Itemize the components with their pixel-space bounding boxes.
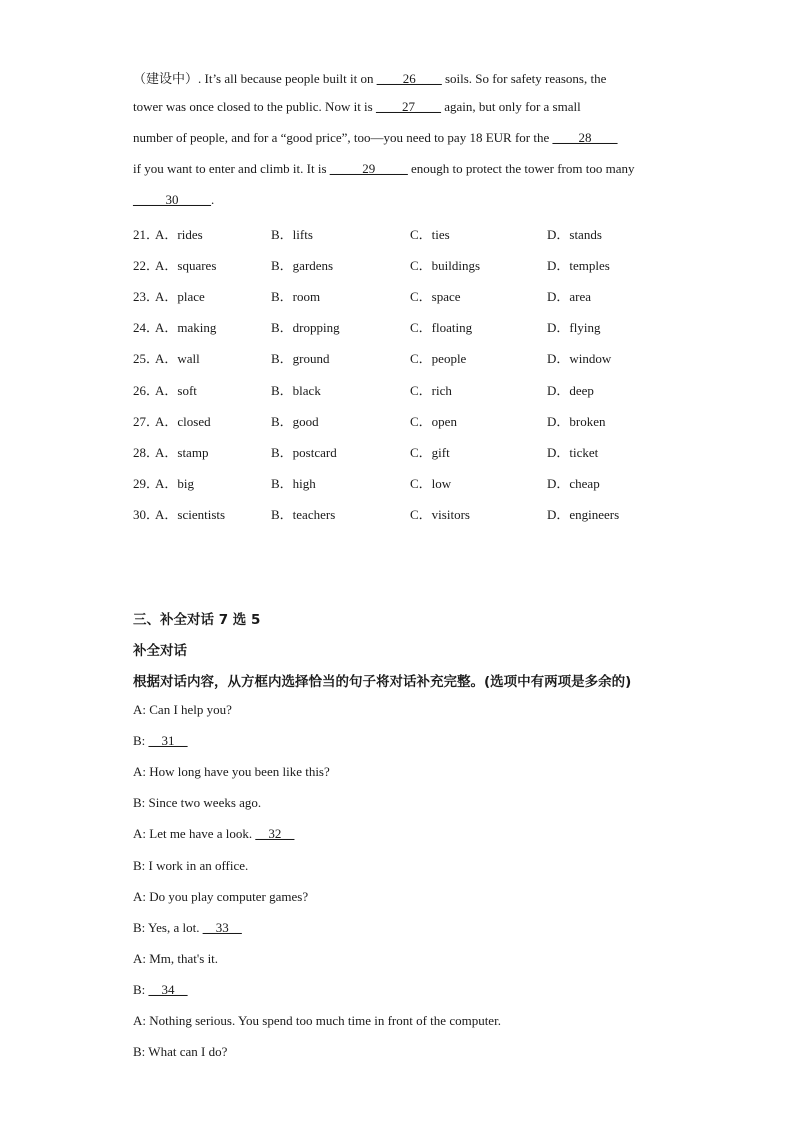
dialogue-line <box>133 764 330 780</box>
option-d: D．deep <box>547 382 594 398</box>
option-d: D．stands <box>547 227 602 242</box>
dialogue-text: B: <box>133 981 149 997</box>
option-d: D．cheap <box>547 475 600 491</box>
passage-text: number of people, and for a “good price”, too—you need to pay 18 EUR for the <box>133 130 553 145</box>
question-number: 26． <box>133 382 160 398</box>
option-b: B．teachers <box>271 506 336 522</box>
option-d: D．engineers <box>547 506 620 522</box>
question-number: 29． <box>133 475 160 491</box>
option-a: A．making <box>155 320 217 336</box>
option-b: B．ground <box>271 351 330 367</box>
option-b: B．gardens <box>271 258 334 274</box>
option-d: D．flying <box>547 320 601 336</box>
option-c: C．floating <box>410 320 473 336</box>
question-number: 28． <box>133 444 160 460</box>
dialogue-text: A: Can I help you? <box>133 702 232 717</box>
passage-line-4 <box>133 161 635 177</box>
option-row <box>133 317 693 335</box>
option-a: A．squares <box>155 258 217 274</box>
passage-text: enough to protect the tower from too many <box>407 161 635 176</box>
dialogue-line <box>133 889 308 905</box>
option-d: D．ticket <box>547 444 599 460</box>
option-b: B．dropping <box>271 320 340 336</box>
dialogue-line <box>133 1013 501 1029</box>
question-number: 25． <box>133 351 160 367</box>
question-number: 27． <box>133 413 160 429</box>
section-instruction: 根据对话内容，从方框内选择恰当的句子将对话补充完整。(选项中有两项是多余的) <box>133 674 632 690</box>
dialogue-text: B: I work in an office. <box>133 857 249 873</box>
passage-line-5 <box>133 192 214 208</box>
dialogue-line <box>133 733 188 749</box>
passage-text: （建设中）. It’s all because people built it on <box>133 71 377 86</box>
passage-text: tower was once closed to the public. Now it is <box>133 99 376 114</box>
blank-30: _____30_____ <box>133 192 211 207</box>
option-d: D．temples <box>547 258 610 274</box>
option-c: C．visitors <box>410 506 470 522</box>
question-number: 22． <box>133 258 160 274</box>
option-a: A．place <box>155 289 205 305</box>
question-number: 23． <box>133 289 160 305</box>
option-b: B．postcard <box>271 444 337 460</box>
option-c: C．rich <box>410 382 452 398</box>
option-b: B．room <box>271 289 321 305</box>
blank-27: ____27____ <box>375 99 441 114</box>
option-a: A．stamp <box>155 444 209 460</box>
option-a: A．closed <box>155 413 211 429</box>
question-number: 24． <box>133 320 160 336</box>
passage-line-2 <box>133 99 581 115</box>
option-row <box>133 442 693 460</box>
option-c: C．space <box>410 289 461 305</box>
option-a: A．scientists <box>155 506 226 522</box>
dialogue-text: A: How long have you been like this? <box>133 764 330 780</box>
dialogue-text: A: Do you play computer games? <box>133 888 309 904</box>
passage-line-1 <box>133 68 606 87</box>
option-b: B．good <box>271 413 319 429</box>
dialogue-blank: __32__ <box>255 826 295 842</box>
option-d: D．window <box>547 351 612 367</box>
dialogue-line <box>133 826 294 842</box>
option-row <box>133 411 693 429</box>
passage-text: if you want to enter and climb it. It is <box>133 161 330 176</box>
dialogue-line <box>133 1044 227 1060</box>
dialogue-blank: __34__ <box>148 981 188 997</box>
question-number: 30． <box>133 506 160 522</box>
option-b: B．high <box>271 475 316 491</box>
passage-text: soils. So for safety reasons, the <box>441 71 607 86</box>
option-b: B．black <box>271 382 321 398</box>
option-c: C．open <box>410 413 457 429</box>
dialogue-line <box>133 702 232 718</box>
section-title: 三、补全对话 7 选 5 <box>133 612 261 628</box>
dialogue-blank: __31__ <box>148 733 188 749</box>
option-c: C．buildings <box>410 258 481 274</box>
blank-26: ____26____ <box>376 71 442 86</box>
option-row <box>133 380 693 398</box>
question-number: 21． <box>133 227 160 242</box>
option-row <box>133 348 693 366</box>
dialogue-line <box>133 858 248 874</box>
option-a: A．big <box>155 475 195 491</box>
dialogue-text: B: <box>133 733 149 749</box>
passage-text: . <box>211 192 215 207</box>
dialogue-line <box>133 982 188 998</box>
option-a: A．wall <box>155 351 200 367</box>
dialogue-text: A: Nothing serious. You spend too much time in front of the computer. <box>133 1013 501 1028</box>
option-row <box>133 504 693 522</box>
option-d: D．broken <box>547 413 606 429</box>
option-c: C．people <box>410 351 467 367</box>
dialogue-blank: __33__ <box>202 919 242 935</box>
passage-line-3 <box>133 130 618 146</box>
dialogue-line <box>133 920 242 936</box>
blank-29: _____29_____ <box>329 161 408 176</box>
dialogue-text: A: Mm, that's it. <box>133 950 219 966</box>
dialogue-text: B: Yes, a lot. <box>133 919 203 935</box>
option-c: C．gift <box>410 444 450 460</box>
dialogue-line <box>133 951 218 967</box>
option-a: A．soft <box>155 382 197 398</box>
section-subtitle: 补全对话 <box>133 643 187 659</box>
option-row <box>133 286 693 304</box>
dialogue-line <box>133 795 261 811</box>
option-d: D．area <box>547 289 592 305</box>
option-b: B．lifts <box>271 227 313 242</box>
option-row <box>133 473 693 491</box>
passage-text: again, but only for a small <box>440 99 581 114</box>
option-row <box>133 224 693 242</box>
blank-28: ____28____ <box>552 130 618 145</box>
option-row <box>133 255 693 273</box>
option-a: A．rides <box>155 227 203 242</box>
option-c: C．ties <box>410 227 450 242</box>
option-c: C．low <box>410 475 452 491</box>
dialogue-text: A: Let me have a look. <box>133 826 256 842</box>
dialogue-text: B: Since two weeks ago. <box>133 795 262 811</box>
dialogue-text: B: What can I do? <box>133 1044 228 1060</box>
